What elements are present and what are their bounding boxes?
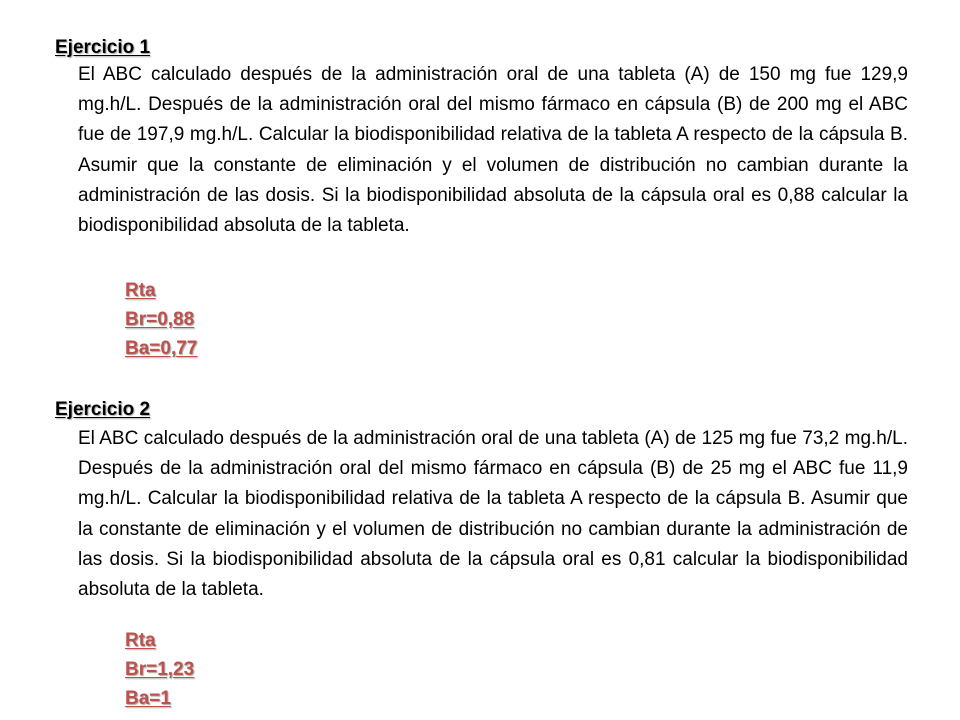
exercise-1-title: Ejercicio 1 bbox=[55, 37, 151, 58]
exercise-1-answer-label: Rta bbox=[125, 280, 156, 301]
exercise-2-answers bbox=[125, 626, 194, 713]
exercise-2-statement: El ABC calculado después de la administración oral de una tableta (A) de 125 mg fue 73,2 mg.h/L. Después de la administración oral del mismo fármaco en cápsula (B) de 25 mg el ABC fue 11,9 mg.h/L. Calcular la biodisponibilidad relativa de la tableta A respecto de la cápsula B. Asumir que la constante de eliminación y el volumen de distribución no cambian durante la administración de las dosis. Si la biodisponibilidad absoluta de la cápsula oral es 0,81 calcular la biodisponibilidad absoluta de la tableta. bbox=[78, 428, 908, 601]
exercise-2-absolute-bioavailability: Ba=1 bbox=[125, 688, 171, 709]
exercise-2-title: Ejercicio 2 bbox=[55, 399, 151, 420]
exercise-1-answers bbox=[125, 276, 197, 363]
exercise-1-statement: El ABC calculado después de la administración oral de una tableta (A) de 150 mg fue 129,9 mg.h/L. Después de la administración oral del mismo fármaco en cápsula (B) de 200 mg el ABC fue de 197,9 mg.h/L. Calcular la biodisponibilidad relativa de la tableta A respecto de la cápsula B. Asumir que la constante de eliminación y el volumen de distribución no cambian durante la administración de las dosis. Si la biodisponibilidad absoluta de la cápsula oral es 0,88 calcular la biodisponibilidad absoluta de la tableta. bbox=[78, 64, 908, 237]
exercise-2-relative-bioavailability: Br=1,23 bbox=[125, 659, 195, 680]
exercise-1-absolute-bioavailability: Ba=0,77 bbox=[125, 338, 198, 359]
exercise-2-answer-label: Rta bbox=[125, 630, 156, 651]
exercise-1-relative-bioavailability: Br=0,88 bbox=[125, 309, 195, 330]
